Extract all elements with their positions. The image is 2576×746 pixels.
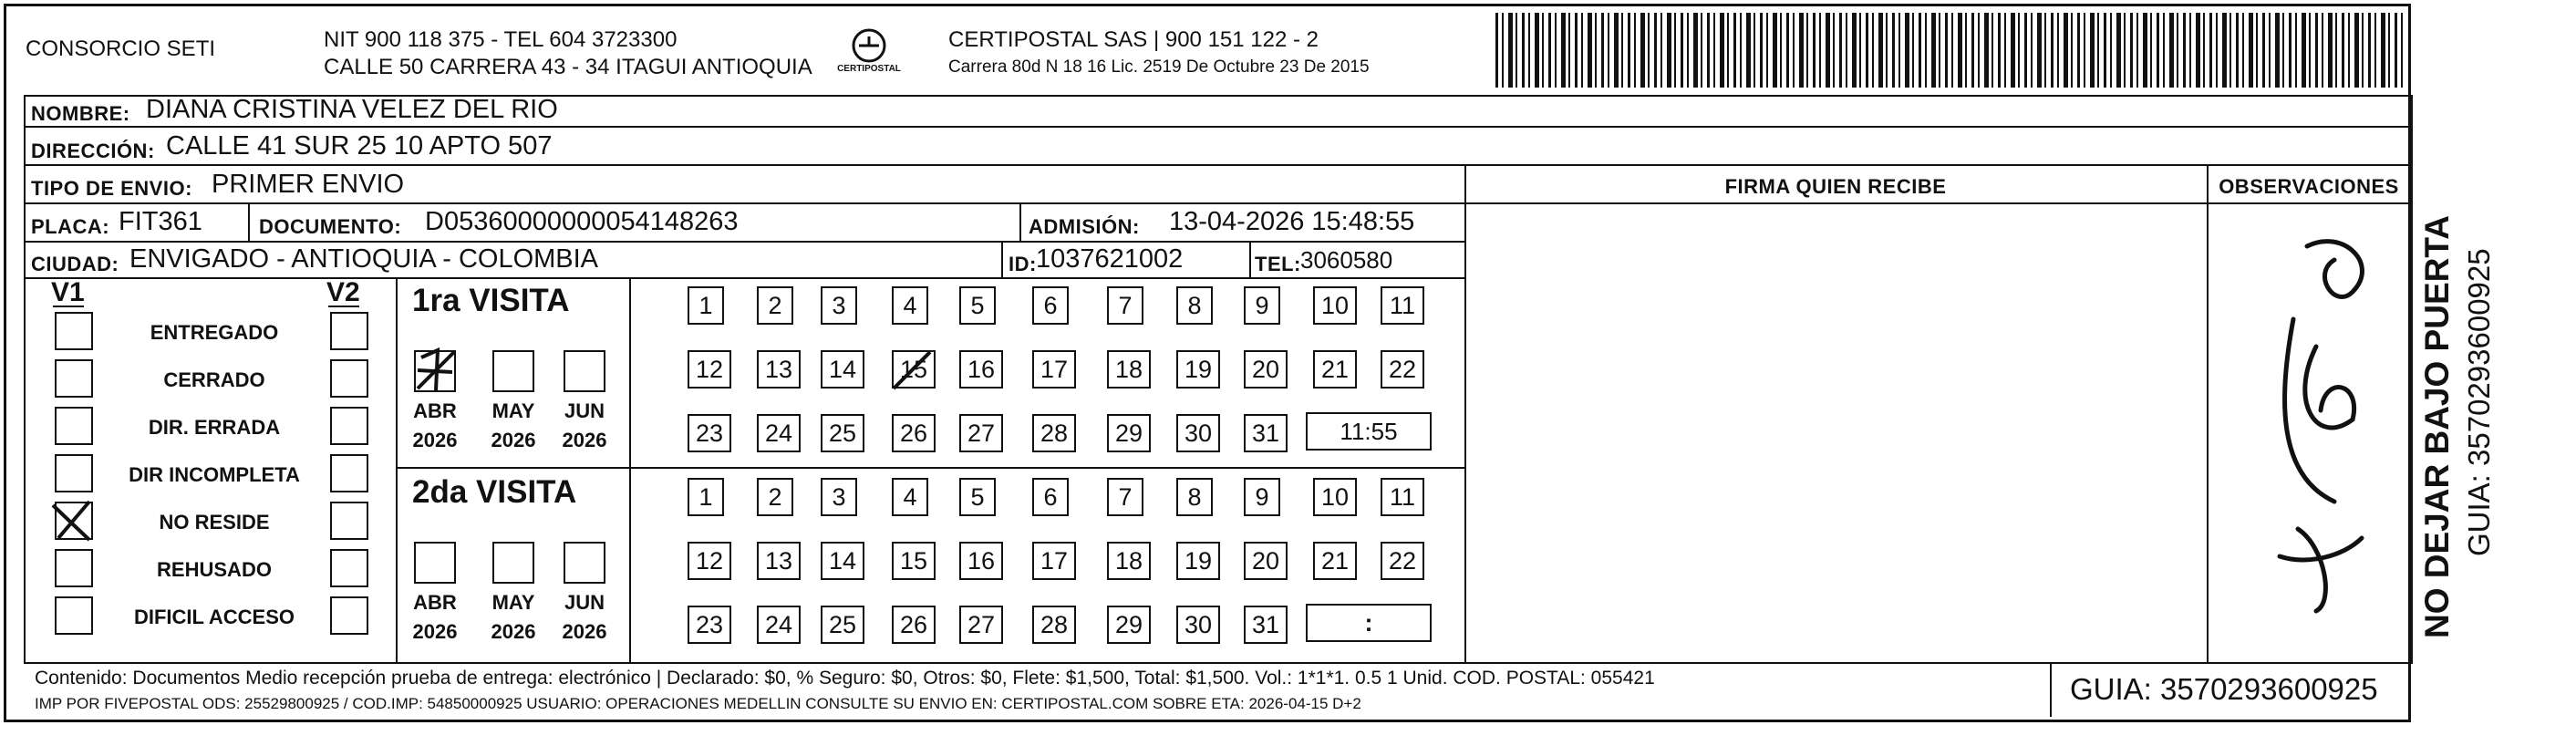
type-label: TIPO DE ENVIO: [31,177,192,200]
visit1-day-21[interactable]: 21 [1313,350,1357,389]
admission-label: ADMISIÓN: [1029,215,1140,238]
id-value: 1037621002 [1036,244,1184,274]
visit1-month-may: MAY [491,399,535,422]
visit2-day-1[interactable]: 1 [688,478,724,516]
v2-checkbox-rehusado[interactable] [330,549,368,587]
tel-value: 3060580 [1300,246,1393,274]
logo-text: CERTIPOSTAL [837,64,901,74]
visit2-day-23[interactable]: 23 [688,606,731,644]
v2-checkbox-cerrado[interactable] [330,359,368,398]
recipient-address: CALLE 41 SUR 25 10 APTO 507 [166,131,553,161]
visit2-day-25[interactable]: 25 [821,606,864,644]
divider [24,95,26,662]
shipment-type: PRIMER ENVIO [212,170,405,199]
footer-contenido: Contenido: Documentos Medio recepción prueba de entrega: electrónico | Declarado: $0, % Seguro: $0, Otros: $0, Flete: $1,500, Total: $1,500. Vol.: 1*1*1. 0.5 1 Unid. COD. POSTAL: 055421 [35,668,1655,689]
visit2-month-abr: ABR [413,591,457,614]
city-value: ENVIGADO - ANTIOQUIA - COLOMBIA [129,244,599,274]
visit2-day-17[interactable]: 17 [1032,542,1076,580]
visit1-day-10[interactable]: 10 [1313,286,1357,325]
visit1-day-15[interactable]: 15 [892,350,936,389]
id-label: ID: [1009,253,1037,275]
divider [248,202,250,241]
v2-checkbox-dificil-acceso[interactable] [330,596,368,635]
visit1-day-28[interactable]: 28 [1032,414,1076,452]
visit1-day-14[interactable]: 14 [821,350,864,389]
tel-label: TEL: [1255,253,1301,275]
v2-checkbox-entregado[interactable] [330,312,368,350]
visit2-day-7[interactable]: 7 [1107,478,1143,516]
divider [1464,164,1466,662]
visit2-day-22[interactable]: 22 [1381,542,1424,580]
admission-value: 13-04-2026 15:48:55 [1169,207,1415,236]
divider [24,164,2413,166]
option-dir-incompleta: DIR INCOMPLETA [129,463,300,486]
recipient-name: DIANA CRISTINA VELEZ DEL RIO [146,95,558,124]
visit2-year-may: 2026 [491,620,536,643]
option-cerrado: CERRADO [163,368,265,391]
visit2-month-jun: JUN [564,591,605,614]
visit2-day-15[interactable]: 15 [892,542,936,580]
visit1-day-27[interactable]: 27 [959,414,1003,452]
visit1-day-5[interactable]: 5 [959,286,996,325]
v2-label: V2 [326,277,360,307]
visit2-day-8[interactable]: 8 [1176,478,1213,516]
visit1-month-jun: JUN [564,399,605,422]
visit2-day-2[interactable]: 2 [757,478,793,516]
visit1-day-30[interactable]: 30 [1176,414,1220,452]
visit1-day-8[interactable]: 8 [1176,286,1213,325]
visit2-day-30[interactable]: 30 [1176,606,1220,644]
visit2-day-11[interactable]: 11 [1381,478,1424,516]
visit1-day-20[interactable]: 20 [1244,350,1288,389]
handwritten-signature [2207,210,2411,648]
visit1-time-box[interactable]: 11:55 [1306,412,1432,451]
license-line: Carrera 80d N 18 16 Lic. 2519 De Octubre 23 De 2015 [948,57,1370,77]
visit1-day-3[interactable]: 3 [821,286,857,325]
visit1-title: 1ra VISITA [412,283,570,318]
visit1-day-31[interactable]: 31 [1244,414,1288,452]
footer-imp: IMP POR FIVEPOSTAL ODS: 25529800925 / COD.IMP: 54850000925 USUARIO: OPERACIONES MEDELLIN CONSULTE SU ENVIO EN: CERTIPOSTAL.COM SOBRE ETA: 2026-04-15 D+2 [35,695,1361,712]
visit1-day-9[interactable]: 9 [1244,286,1280,325]
visit2-month-box-jun[interactable] [564,542,605,584]
visit1-day-12[interactable]: 12 [688,350,731,389]
visit1-day-23[interactable]: 23 [688,414,731,452]
plate-value: FIT361 [119,207,202,236]
footer-guia: GUIA: 3570293600925 [2070,672,2378,706]
certipostal-logo [837,26,901,80]
visit2-month-box-abr[interactable] [414,542,456,584]
visit2-month-may: MAY [491,591,535,614]
document-label: DOCUMENTO: [259,215,402,238]
company-address: CALLE 50 CARRERA 43 - 34 ITAGUI ANTIOQUIA [324,55,812,79]
visit1-month-abr: ABR [413,399,457,422]
visit1-day-16[interactable]: 16 [959,350,1003,389]
visit2-time-box[interactable]: : [1306,604,1432,642]
visit2-day-5[interactable]: 5 [959,478,996,516]
divider [328,306,359,307]
option-dificil-acceso: DIFICIL ACCESO [133,606,295,628]
visit1-day-18[interactable]: 18 [1107,350,1151,389]
plate-label: PLACA: [31,215,110,238]
checkmark-icon [410,345,461,394]
visit2-day-4[interactable]: 4 [892,478,928,516]
visit2-day-27[interactable]: 27 [959,606,1003,644]
visit1-month-box-jun[interactable] [564,350,605,392]
visit2-day-12[interactable]: 12 [688,542,731,580]
divider [396,467,1464,469]
divider [53,306,84,307]
visit1-year-jun: 2026 [562,429,607,451]
visit1-day-26[interactable]: 26 [892,414,936,452]
visit2-year-jun: 2026 [562,620,607,643]
visit2-day-26[interactable]: 26 [892,606,936,644]
visit1-day-6[interactable]: 6 [1032,286,1069,325]
visit2-day-3[interactable]: 3 [821,478,857,516]
visit2-day-31[interactable]: 31 [1244,606,1288,644]
visit2-day-14[interactable]: 14 [821,542,864,580]
divider [2411,95,2413,662]
divider [1249,241,1251,277]
v2-checkbox-dir-incompleta[interactable] [330,454,368,492]
side-warning: NO DEJAR BAJO PUERTA [2418,215,2456,638]
v2-checkbox-no-reside[interactable] [330,502,368,540]
visit1-day-7[interactable]: 7 [1107,286,1143,325]
visit2-day-9[interactable]: 9 [1244,478,1280,516]
divider [2050,662,2052,717]
option-no-reside: NO RESIDE [159,511,270,534]
divider [396,277,398,662]
visit2-month-box-may[interactable] [492,542,534,584]
firma-label: FIRMA QUIEN RECIBE [1724,175,1947,198]
name-label: NOMBRE: [31,102,130,125]
visit1-year-abr: 2026 [412,429,458,451]
visit2-year-abr: 2026 [412,620,458,643]
visit2-title: 2da VISITA [412,474,577,510]
visit2-day-24[interactable]: 24 [757,606,801,644]
barcode [1495,13,2407,88]
address-label: DIRECCIÓN: [31,140,155,162]
divider [24,662,2413,664]
option-entregado: ENTREGADO [150,321,279,344]
city-label: CIUDAD: [31,253,119,275]
visit1-month-box-may[interactable] [492,350,534,392]
visit2-day-28[interactable]: 28 [1032,606,1076,644]
visit1-day-19[interactable]: 19 [1176,350,1220,389]
divider [24,277,1464,279]
visit2-day-21[interactable]: 21 [1313,542,1357,580]
visit2-day-16[interactable]: 16 [959,542,1003,580]
divider [1001,241,1003,277]
divider [1464,202,2413,204]
visit1-day-13[interactable]: 13 [757,350,801,389]
visit2-day-13[interactable]: 13 [757,542,801,580]
visit2-day-29[interactable]: 29 [1107,606,1151,644]
visit2-day-6[interactable]: 6 [1032,478,1069,516]
visit1-day-25[interactable]: 25 [821,414,864,452]
document-value: D05360000000054148263 [425,207,739,236]
visit2-day-19[interactable]: 19 [1176,542,1220,580]
divider [1019,202,1021,241]
option-rehusado: REHUSADO [157,558,272,581]
divider [629,277,631,662]
visit2-day-20[interactable]: 20 [1244,542,1288,580]
visit1-day-11[interactable]: 11 [1381,286,1424,325]
divider [24,241,1464,243]
visit1-month-box-abr[interactable] [414,350,456,392]
nit-line: NIT 900 118 375 - TEL 604 3723300 [324,27,678,52]
v1-label: V1 [51,277,85,307]
visit1-day-4[interactable]: 4 [892,286,928,325]
visit1-day-22[interactable]: 22 [1381,350,1424,389]
visit1-day-1[interactable]: 1 [688,286,724,325]
checkmark-icon [888,347,939,394]
divider [24,126,2413,128]
visit1-day-24[interactable]: 24 [757,414,801,452]
visit1-day-17[interactable]: 17 [1032,350,1076,389]
visit1-day-29[interactable]: 29 [1107,414,1151,452]
certipostal-line: CERTIPOSTAL SAS | 900 151 122 - 2 [948,27,1319,52]
v2-checkbox-dir-errada[interactable] [330,407,368,445]
visit1-day-2[interactable]: 2 [757,286,793,325]
observaciones-label: OBSERVACIONES [2219,175,2399,198]
visit1-year-may: 2026 [491,429,536,451]
company-name: CONSORCIO SETI [26,36,216,61]
option-dir-errada: DIR. ERRADA [148,416,281,439]
visit2-day-18[interactable]: 18 [1107,542,1151,580]
visit2-day-10[interactable]: 10 [1313,478,1357,516]
side-guia: GUIA: 3570293600925 [2462,248,2496,556]
